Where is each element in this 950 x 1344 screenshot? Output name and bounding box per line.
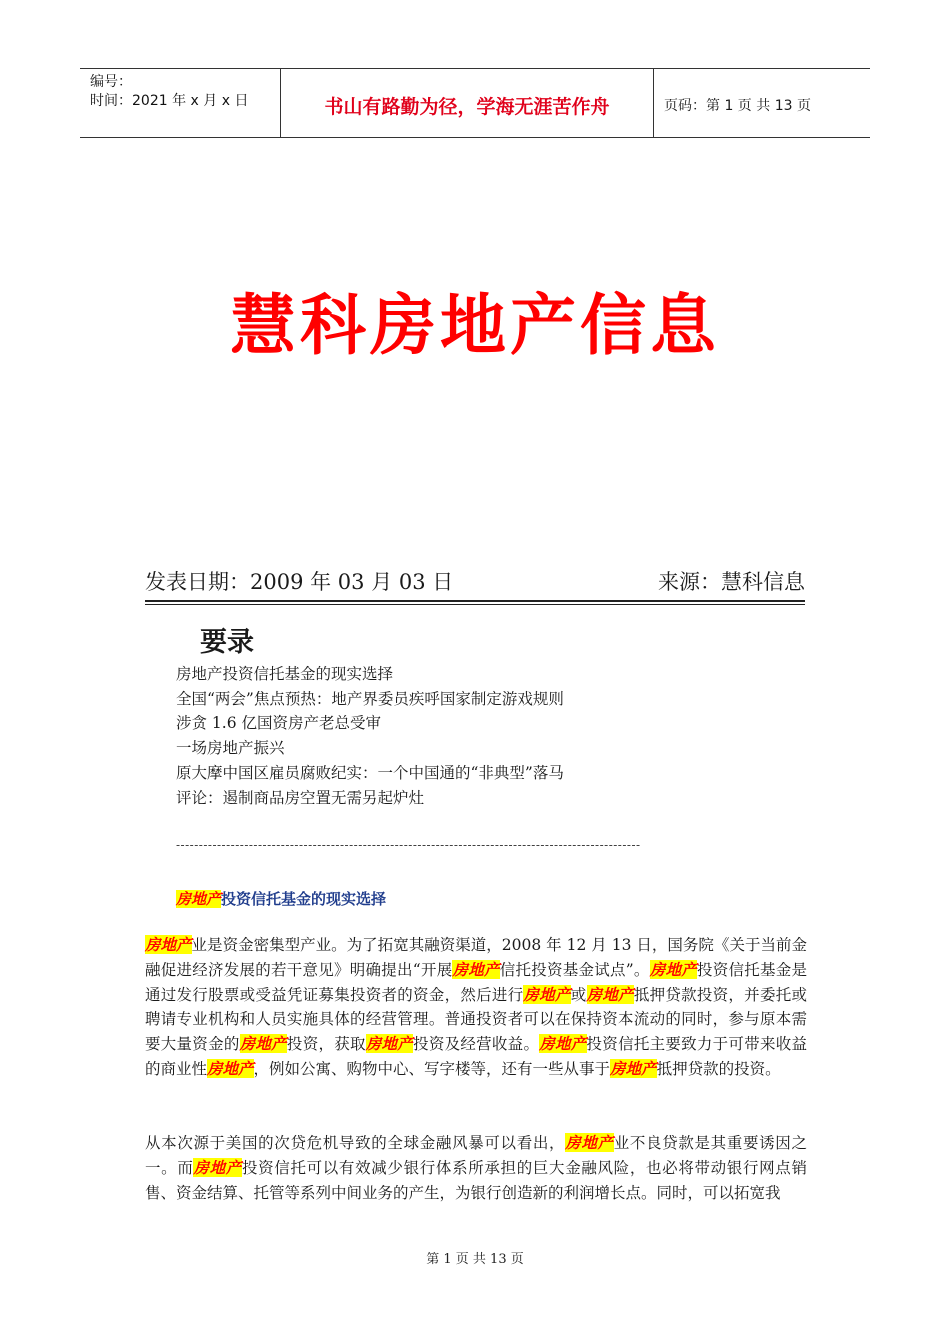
- highlight-keyword: 房地产: [207, 1058, 254, 1078]
- meta-rule-thick: [145, 600, 805, 602]
- toc-item[interactable]: 房地产投资信托基金的现实选择: [176, 665, 394, 683]
- page-info: 页码：第 1 页 共 13 页: [664, 98, 811, 114]
- paragraph-text: 投资，获取: [286, 1035, 366, 1054]
- paragraph-text: 或: [570, 985, 587, 1004]
- header-cell-meta: [80, 69, 281, 137]
- highlight-keyword: 房地产: [539, 1034, 587, 1054]
- header-cell-motto: [281, 69, 654, 137]
- section-heading-text: 投资信托基金的现实选择: [221, 890, 387, 908]
- paragraph-text: ，例如公寓、购物中心、写字楼等，还有一些从事于: [253, 1059, 611, 1078]
- toc-list: [176, 662, 564, 810]
- header-table: [80, 68, 870, 138]
- motto: 书山有路勤为径，学海无涯苦作舟: [324, 96, 610, 118]
- paragraph-text: 投资信托可以有效减少银行体系所承担的巨大金融风险，也必将带动银行网点销售、资金结算、托管等系列中间业务的产生，为银行创造新的利润增长点。同时，可以拓宽我: [145, 1158, 807, 1202]
- meta-rule-thin: [145, 604, 805, 605]
- highlight-keyword: 房地产: [523, 984, 571, 1004]
- toc-item[interactable]: 评论：遏制商品房空置无需另起炉灶: [176, 788, 425, 807]
- paragraph-text: 抵押贷款投资，并委托或聘请专业机构和人员实施具体的经营管理。普通投资者可以在保持资本流动的同时，参与原本需要大量资金的: [145, 985, 807, 1054]
- highlight-keyword: 房地产: [145, 935, 192, 954]
- toc-item[interactable]: 全国“两会”焦点预热：地产界委员疾呼国家制定游戏规则: [176, 689, 564, 708]
- paragraph: [145, 933, 807, 1082]
- header-cell-page: [654, 69, 870, 137]
- paragraph-text: 从本次源于美国的次贷危机导致的全球金融风暴可以看出，: [145, 1134, 566, 1152]
- paragraph: [145, 1131, 807, 1205]
- number-label: 编号：: [90, 74, 132, 90]
- highlight-keyword: 房地产: [452, 959, 500, 979]
- paragraph-text: 投资及经营收益。: [413, 1035, 540, 1054]
- highlight-keyword: 房地产: [365, 1034, 414, 1054]
- publish-date: 发表日期：2009 年 03 月 03 日: [145, 570, 454, 594]
- highlight-keyword: 房地产: [239, 1034, 287, 1054]
- toc-item[interactable]: 原大摩中国区雇员腐败纪实：一个中国通的“非典型”落马: [176, 763, 564, 782]
- highlight-keyword: 房地产: [610, 1058, 657, 1078]
- highlight-keyword: 房地产: [565, 1133, 614, 1152]
- document-title: 慧科房地产信息: [230, 286, 720, 364]
- time-label: 时间：2021 年 x 月 x 日: [90, 93, 249, 109]
- toc-title: 要录: [200, 627, 254, 658]
- paragraph-text: 业是资金密集型产业。为了拓宽其融资渠道，2008 年 12 月 13 日，国务院《关于当前金融促进经济发展的若干意见》明确提出“开展: [145, 936, 807, 979]
- paragraph-text: 抵押贷款的投资。: [656, 1059, 781, 1078]
- publish-meta: [145, 566, 805, 596]
- toc-item[interactable]: 涉贪 1.6 亿国资房产老总受审: [176, 714, 382, 733]
- toc-item[interactable]: 一场房地产振兴: [176, 739, 285, 758]
- paragraph-text: 投资信托主要致力于可带来收益的商业性: [145, 1035, 807, 1078]
- page-footer: 第 1 页 共 13 页: [426, 1252, 524, 1267]
- paragraph-text: 业不良贷款是其重要诱因之一。而: [145, 1134, 807, 1177]
- source: 来源：慧科信息: [658, 570, 805, 594]
- highlight-keyword: 房地产: [176, 890, 222, 908]
- paragraph-text: 信托投资基金试点”。: [499, 960, 650, 979]
- highlight-keyword: 房地产: [193, 1157, 242, 1177]
- section-heading: [176, 888, 386, 909]
- highlight-keyword: 房地产: [586, 984, 634, 1004]
- paragraph-text: 投资信托基金是通过发行股票或受益凭证募集投资者的资金，然后进行: [145, 960, 807, 1004]
- divider: ------------------------------------------------------------------------------------------------------: [176, 838, 641, 852]
- highlight-keyword: 房地产: [649, 959, 697, 979]
